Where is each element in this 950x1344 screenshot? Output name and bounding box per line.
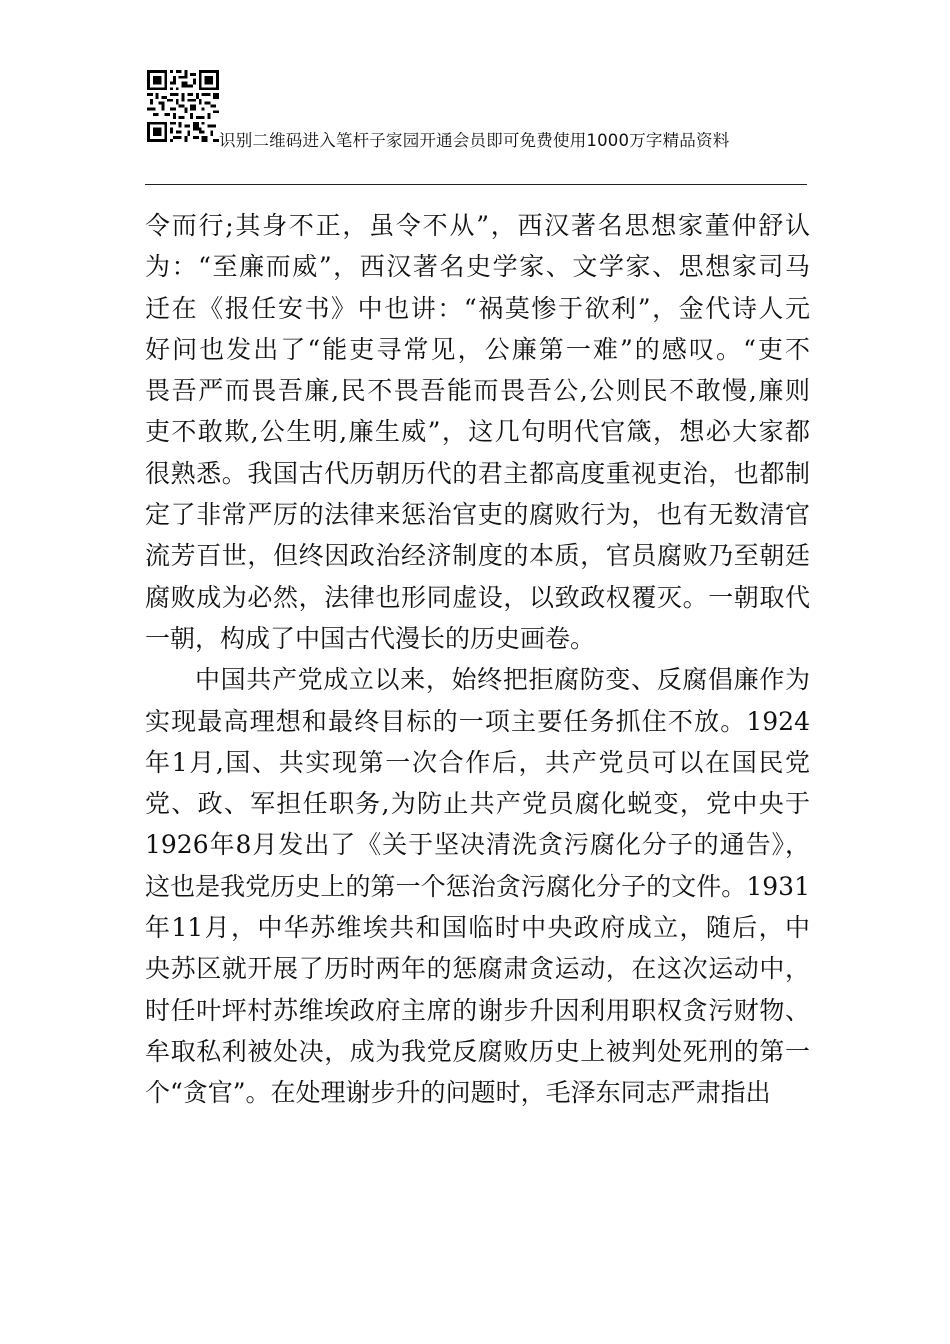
text-line: 年11月，中华苏维埃共和国临时中央政府成立，随后，中 [145, 913, 810, 943]
text-line: 畏吾严而畏吾廉,民不畏吾能而畏吾公,公则民不敢慢,廉则 [145, 376, 810, 406]
text-line: 央苏区就开展了历时两年的惩腐肃贪运动，在这次运动中， [145, 954, 810, 984]
qr-caption: 识别二维码进入笔杆子家园开通会员即可免费使用1000万字精品资料 [219, 131, 730, 150]
text-line: 定了非常严厉的法律来惩治官吏的腐败行为，也有无数清官 [145, 500, 810, 530]
text-line: 党、政、军担任职务,为防止共产党员腐化蜕变，党中央于 [145, 789, 810, 819]
text-line: 迁在《报任安书》中也讲：“祸莫惨于欲利”，金代诗人元 [145, 293, 810, 323]
qr-code [147, 70, 219, 142]
text-line: 1926年8月发出了《关于坚决清洗贪污腐化分子的通告》， [145, 830, 810, 860]
text-line: 吏不敢欺,公生明,廉生威”，这几句明代官箴，想必大家都 [145, 417, 810, 447]
text-line: 中国共产党成立以来，始终把拒腐防变、反腐倡廉作为 [195, 665, 810, 695]
text-line: 实现最高理想和最终目标的一项主要任务抓住不放。1924 [145, 706, 810, 736]
page-header [147, 70, 807, 150]
text-line: 这也是我党历史上的第一个惩治贪污腐化分子的文件。1931 [145, 871, 810, 901]
text-line: 令而行;其身不正，虽令不从”，西汉著名思想家董仲舒认 [145, 211, 810, 240]
text-line: 好问也发出了“能吏寻常见，公廉第一难”的感叹。“吏不 [145, 334, 810, 364]
text-line: 为：“至廉而威”，西汉著名史学家、文学家、思想家司马 [145, 252, 810, 282]
text-line: 很熟悉。我国古代历朝历代的君主都高度重视吏治，也都制 [145, 458, 810, 488]
text-line: 牟取私利被处决，成为我党反腐败历史上被判处死刑的第一 [145, 1036, 810, 1066]
document-body [145, 205, 810, 1114]
text-line: 一朝，构成了中国古代漫长的历史画卷。 [145, 623, 596, 653]
text-line: 腐败成为必然，法律也形同虚设，以致政权覆灭。一朝取代 [145, 582, 810, 612]
text-line: 流芳百世，但终因政治经济制度的本质，官员腐败乃至朝廷 [145, 541, 810, 571]
text-line: 年1月,国、共实现第一次合作后，共产党员可以在国民党 [145, 747, 810, 777]
text-line: 时任叶坪村苏维埃政府主席的谢步升因利用职权贪污财物、 [145, 995, 810, 1025]
paragraph [145, 205, 810, 659]
paragraph [145, 659, 810, 1113]
header-divider [145, 184, 807, 185]
text-line: 个“贪官”。在处理谢步升的问题时，毛泽东同志严肃指出 [145, 1078, 771, 1108]
